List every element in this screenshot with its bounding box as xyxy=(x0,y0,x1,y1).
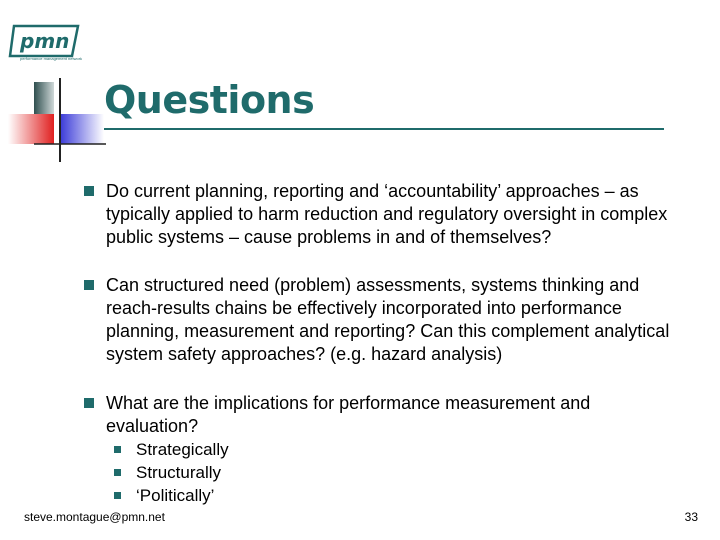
square-bullet-icon xyxy=(84,280,94,290)
square-bullet-icon xyxy=(114,446,121,453)
square-bullet-icon xyxy=(114,469,121,476)
slide-title: Questions xyxy=(104,78,315,122)
bullet-text: Do current planning, reporting and ‘accountability’ approaches – as typically applied to harm reduction and regulatory oversight in complex public systems – cause problems in and of themselves? xyxy=(106,181,668,247)
square-bullet-icon xyxy=(84,398,94,408)
logo-text: pmn xyxy=(20,29,70,53)
footer-email: steve.montague@pmn.net xyxy=(24,510,165,524)
sub-bullet-text: Strategically xyxy=(136,440,229,459)
square-bullet-icon xyxy=(84,186,94,196)
page-number: 33 xyxy=(684,510,698,524)
sub-bullet-text: ‘Politically’ xyxy=(136,486,215,505)
bullet-text: Can structured need (problem) assessments, systems thinking and reach-results chains be effectively incorporated into performance planning, measurement and reporting? Can this complement analytical system safety approaches? (e.g. hazard analysis) xyxy=(106,275,670,364)
logo-tagline: performance management network xyxy=(20,56,83,61)
bullet-text: What are the implications for performance measurement and evaluation? xyxy=(106,393,591,436)
title-decoration xyxy=(0,78,110,164)
title-underline xyxy=(104,128,664,130)
sub-bullet-text: Structurally xyxy=(136,463,222,482)
square-bullet-icon xyxy=(114,492,121,499)
